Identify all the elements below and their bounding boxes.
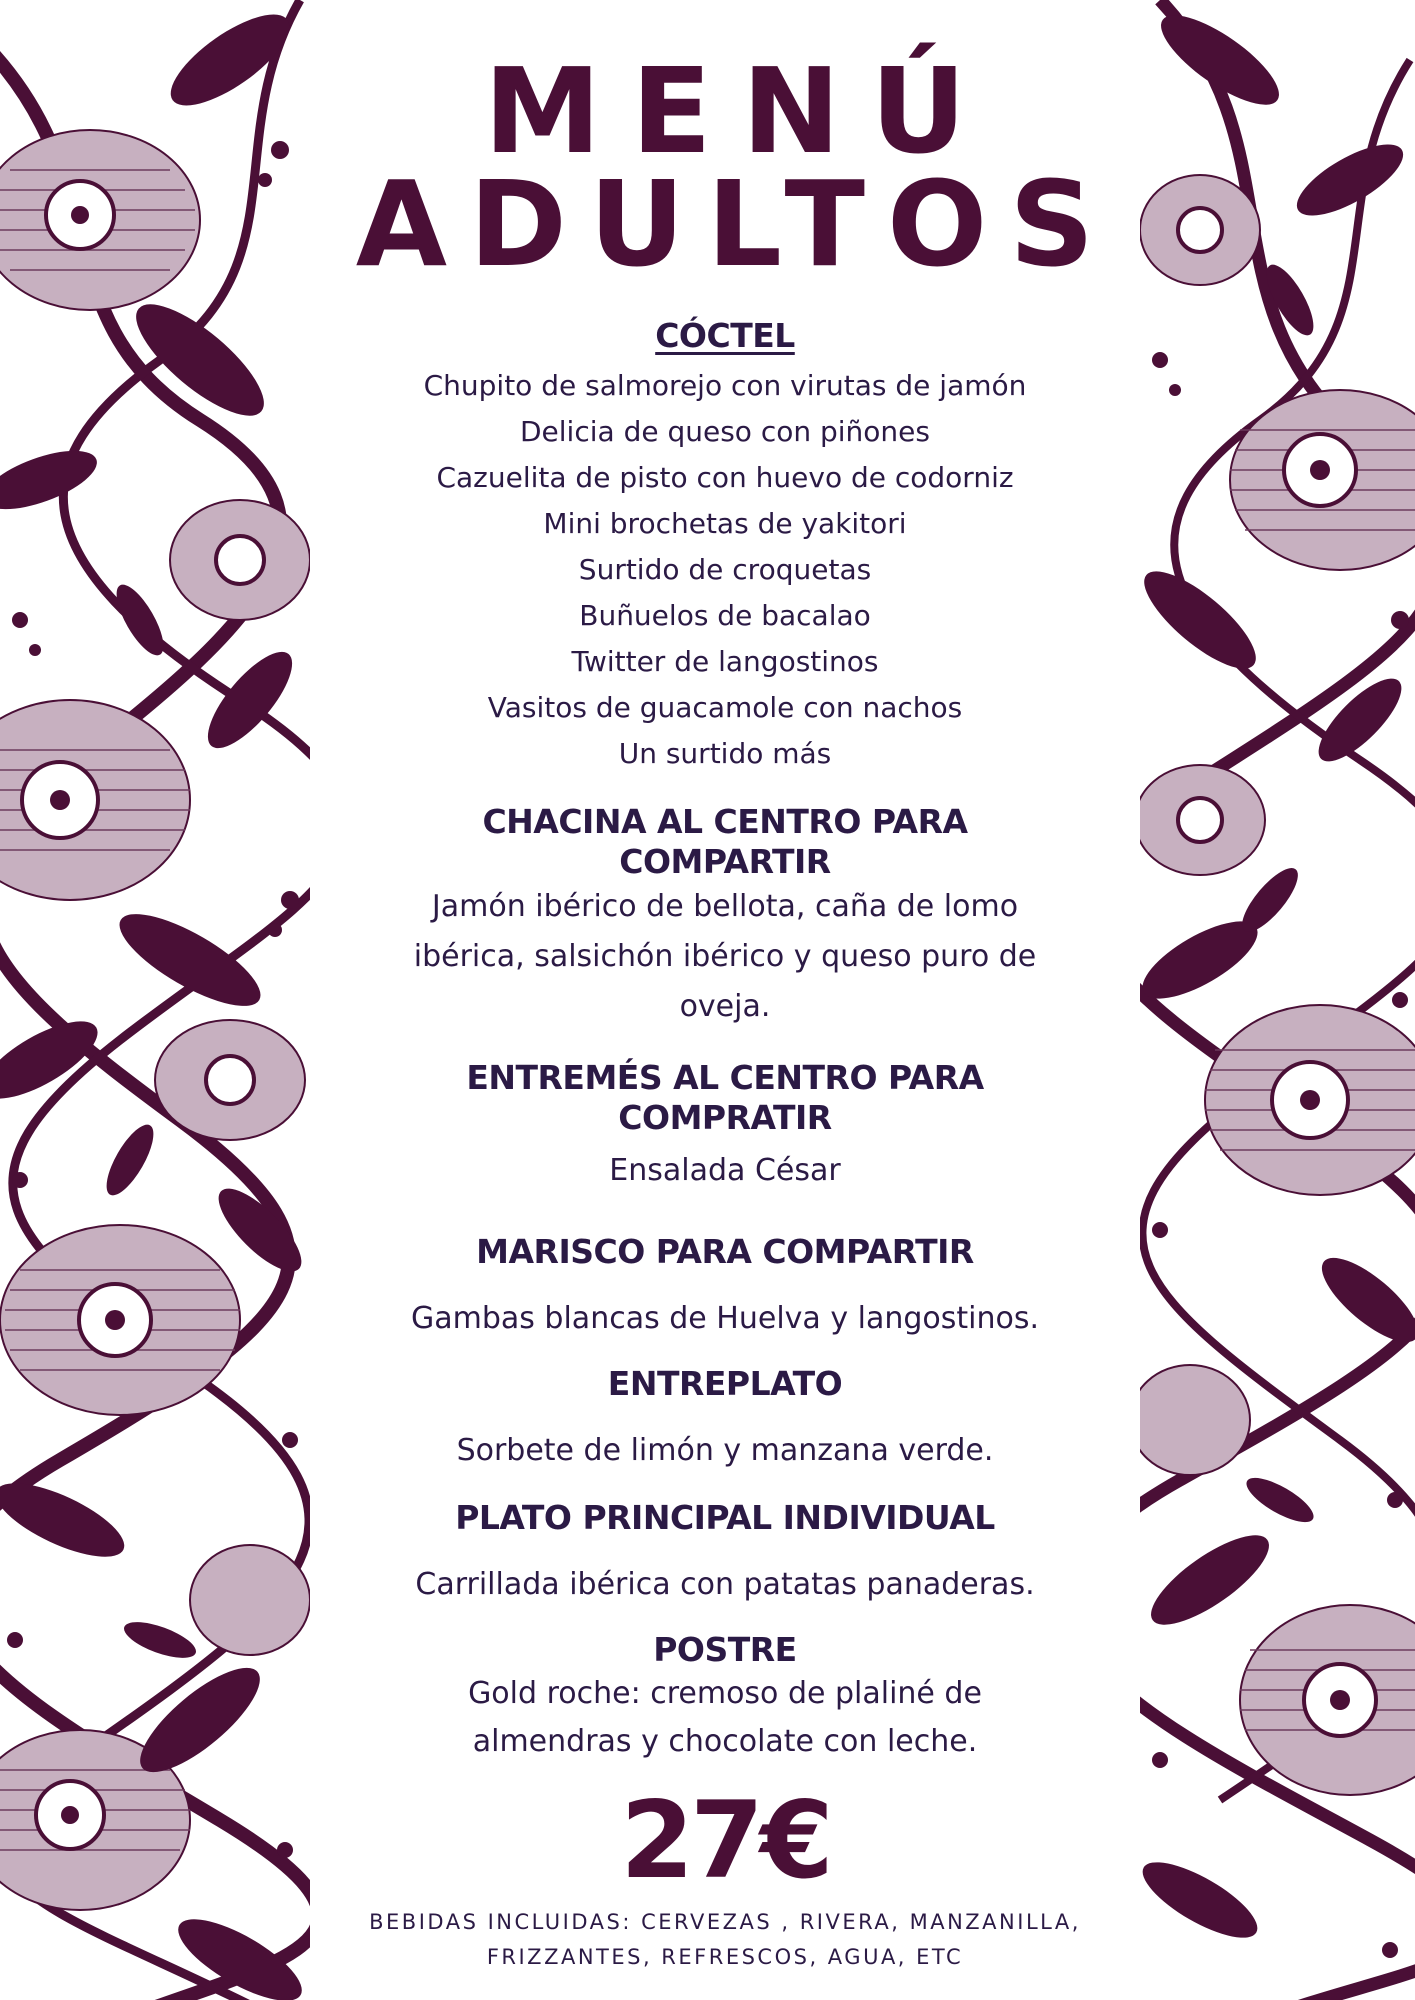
section-heading: ENTREPLATO: [607, 1364, 843, 1403]
section-heading: ENTREMÉS AL CENTRO PARA: [466, 1058, 984, 1097]
section-postre: [310, 1630, 1140, 1766]
section-description: Gambas blancas de Huelva y langostinos.: [410, 1301, 1040, 1336]
menu-title-line2: ADULTOS: [355, 155, 1117, 293]
list-item: Surtido de croquetas: [578, 553, 872, 586]
floral-pattern-icon: [0, 0, 310, 2000]
list-item: Mini brochetas de yakitori: [543, 507, 907, 540]
section-description: oveja.: [679, 989, 771, 1024]
section-chacina: [310, 802, 1140, 1032]
section-heading: MARISCO PARA COMPARTIR: [476, 1232, 974, 1271]
list-item: Delicia de queso con piñones: [519, 415, 930, 448]
section-heading: POSTRE: [653, 1630, 797, 1669]
list-item: Vasitos de guacamole con nachos: [487, 691, 963, 724]
section-description: ibérica, salsichón ibérico y queso puro de: [413, 939, 1037, 974]
drinks-line: BEBIDAS INCLUIDAS: CERVEZAS , RIVERA, MANZANILLA,: [369, 1910, 1081, 1934]
menu-content: [310, 0, 1140, 2000]
section-entreplato: [310, 1364, 1140, 1476]
section-entremes: [310, 1058, 1140, 1196]
left-floral-border: [0, 0, 310, 2000]
section-description: Sorbete de limón y manzana verde.: [456, 1433, 994, 1468]
list-item: Cazuelita de pisto con huevo de codorniz: [436, 461, 1014, 494]
section-coctel: [310, 316, 1140, 777]
list-item: Chupito de salmorejo con virutas de jamón: [423, 369, 1027, 402]
menu-title-line1: MENÚ: [483, 42, 997, 180]
section-principal: [310, 1498, 1140, 1610]
floral-pattern-icon: [1140, 0, 1415, 2000]
section-heading: COMPARTIR: [619, 842, 831, 881]
list-item: Buñuelos de bacalao: [579, 599, 871, 632]
section-heading: CHACINA AL CENTRO PARA: [482, 802, 968, 841]
section-description: Gold roche: cremoso de plaliné de: [468, 1676, 982, 1711]
section-description: Ensalada César: [609, 1153, 841, 1188]
section-heading: CÓCTEL: [655, 316, 795, 355]
section-heading: COMPRATIR: [618, 1098, 832, 1137]
right-floral-border: [1140, 0, 1415, 2000]
section-description: almendras y chocolate con leche.: [472, 1724, 978, 1759]
section-marisco: [310, 1232, 1140, 1344]
drinks-line: FRIZZANTES, REFRESCOS, AGUA, ETC: [486, 1945, 964, 1969]
section-description: Jamón ibérico de bellota, caña de lomo: [431, 889, 1019, 924]
section-description: Carrillada ibérica con patatas panaderas.: [415, 1567, 1035, 1602]
drinks-included: [310, 1905, 1140, 1975]
list-item: Twitter de langostinos: [571, 645, 879, 678]
price: 27€: [620, 1779, 830, 1902]
list-item: Un surtido más: [618, 737, 832, 770]
section-heading: PLATO PRINCIPAL INDIVIDUAL: [455, 1498, 995, 1537]
